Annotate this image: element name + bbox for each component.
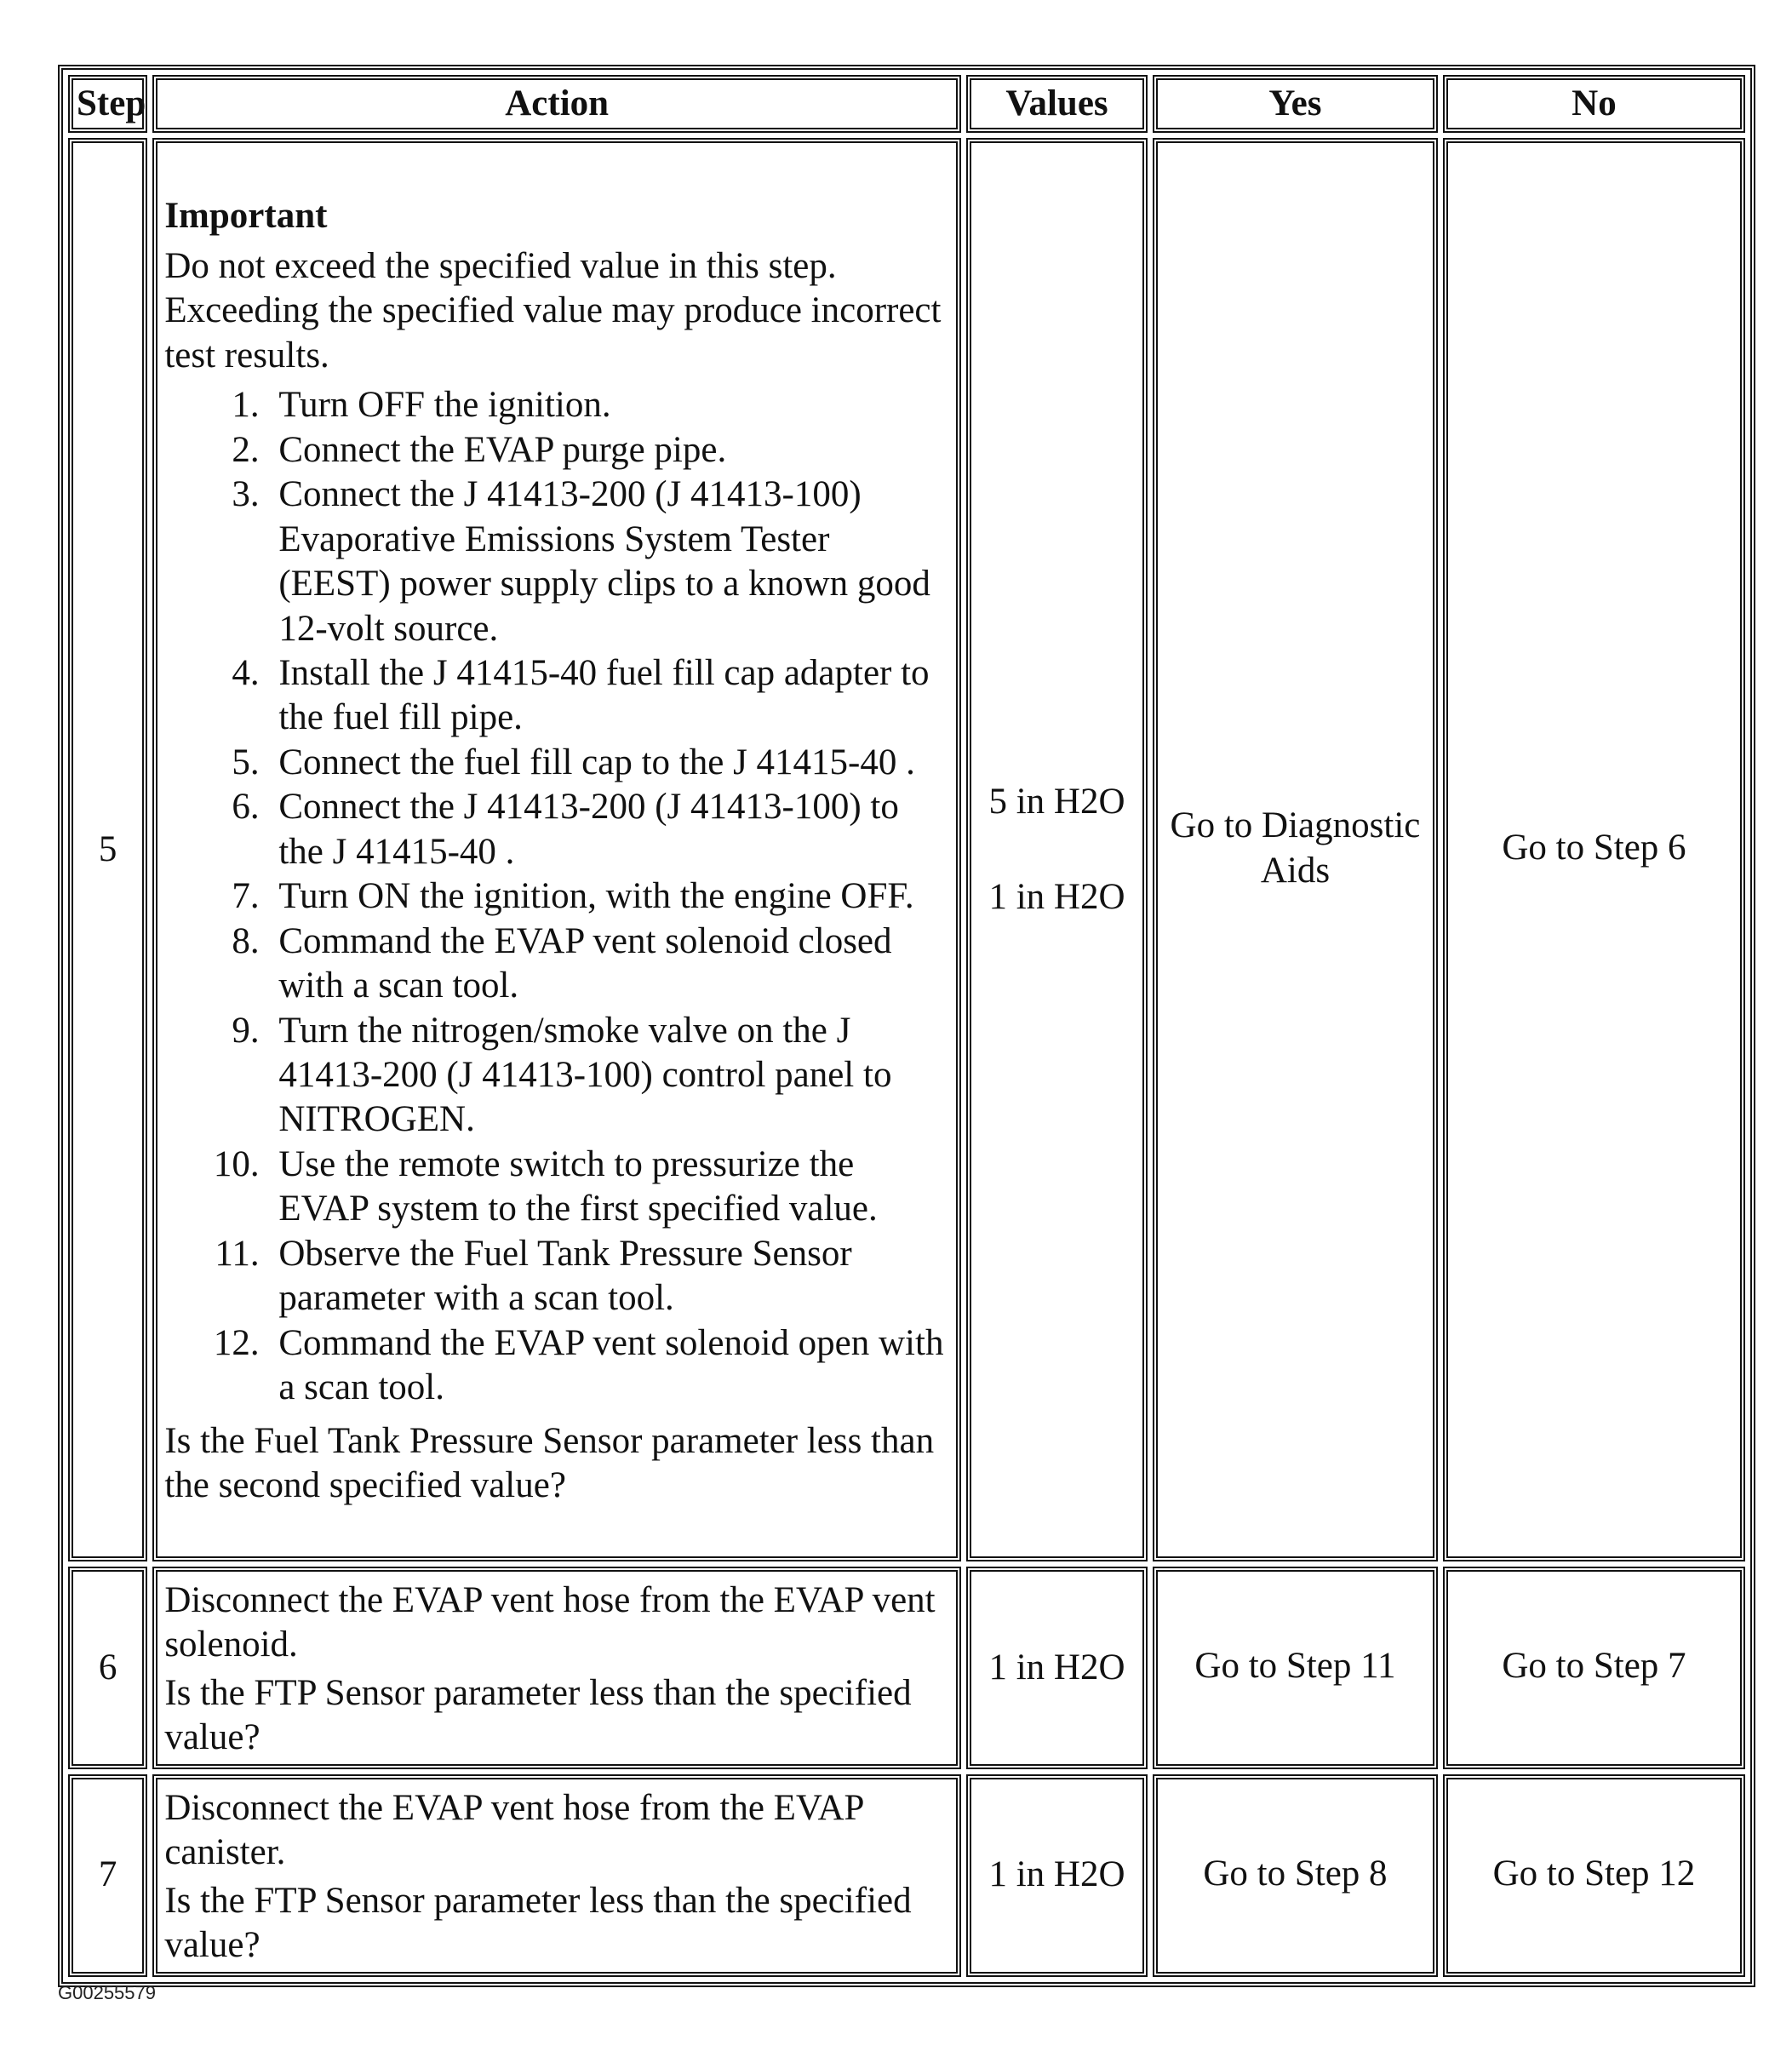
important-text: Do not exceed the specified value in this step. Exceeding the specified value may produce incorrect test results. — [164, 245, 942, 375]
header-step: Step — [68, 75, 147, 133]
list-item: 8. Command the EVAP vent solenoid closed with a scan tool. — [268, 920, 949, 1009]
step-number: 7 — [68, 1774, 147, 1977]
no-cell: Go to Step 12 — [1443, 1774, 1745, 1977]
no-cell: Go to Step 6 — [1443, 138, 1745, 1561]
list-item: 12. Command the EVAP vent solenoid open with a scan tool. — [268, 1321, 949, 1411]
table-row — [68, 1774, 1745, 1977]
list-item: 11. Observe the Fuel Tank Pressure Sensor parameter with a scan tool. — [268, 1232, 949, 1321]
question-text: Is the FTP Sensor parameter less than the specified value? — [164, 1672, 912, 1758]
question-text: Is the FTP Sensor parameter less than the specified value? — [164, 1880, 912, 1966]
value-text: 5 in H2O — [988, 781, 1125, 822]
yes-cell: Go to Step 11 — [1153, 1567, 1438, 1769]
action-cell — [152, 1567, 961, 1769]
value-text: 1 in H2O — [966, 1567, 1148, 1769]
instruction-list — [164, 383, 949, 1410]
diagnostic-table-container — [58, 65, 1755, 1987]
value-text: 1 in H2O — [966, 1774, 1148, 1977]
value-text: 1 in H2O — [988, 877, 1125, 917]
no-cell: Go to Step 7 — [1443, 1567, 1745, 1769]
values-cell — [966, 138, 1148, 1561]
step-number: 6 — [68, 1567, 147, 1769]
figure-id: G00255579 — [58, 1982, 156, 2003]
diagnostic-table — [58, 65, 1755, 1987]
list-item: 1. Turn OFF the ignition. — [268, 383, 949, 427]
action-text: Disconnect the EVAP vent hose from the EVAP canister. — [164, 1787, 863, 1873]
action-text: Disconnect the EVAP vent hose from the EVAP vent solenoid. — [164, 1580, 936, 1665]
table-row — [68, 1567, 1745, 1769]
yes-cell: Go to Diagnostic Aids — [1153, 138, 1438, 1561]
header-yes: Yes — [1153, 75, 1438, 133]
list-item: 5. Connect the fuel fill cap to the J 41415-40 . — [268, 741, 949, 785]
table-row — [68, 138, 1745, 1561]
list-item: 3. Connect the J 41413-200 (J 41413-100) Evaporative Emissions System Tester (EEST) power supply clips to a known good 12-volt source. — [268, 473, 949, 651]
list-item: 4. Install the J 41415-40 fuel fill cap adapter to the fuel fill pipe. — [268, 651, 949, 741]
list-item: 7. Turn ON the ignition, with the engine OFF. — [268, 874, 949, 919]
step-number: 5 — [68, 138, 147, 1561]
action-cell — [152, 1774, 961, 1977]
list-item: 10. Use the remote switch to pressurize the EVAP system to the first specified value. — [268, 1143, 949, 1232]
header-action: Action — [152, 75, 961, 133]
list-item: 6. Connect the J 41413-200 (J 41413-100) to the J 41415-40 . — [268, 785, 949, 874]
important-heading: Important — [164, 196, 328, 237]
question-text: Is the Fuel Tank Pressure Sensor parameter less than the second specified value? — [164, 1420, 935, 1506]
table-header-row — [68, 75, 1745, 133]
list-item: 9. Turn the nitrogen/smoke valve on the J 41413-200 (J 41413-100) control panel to NITROGEN. — [268, 1009, 949, 1143]
header-values: Values — [966, 75, 1148, 133]
yes-cell: Go to Step 8 — [1153, 1774, 1438, 1977]
list-item: 2. Connect the EVAP purge pipe. — [268, 428, 949, 473]
action-cell — [152, 138, 961, 1561]
header-no: No — [1443, 75, 1745, 133]
